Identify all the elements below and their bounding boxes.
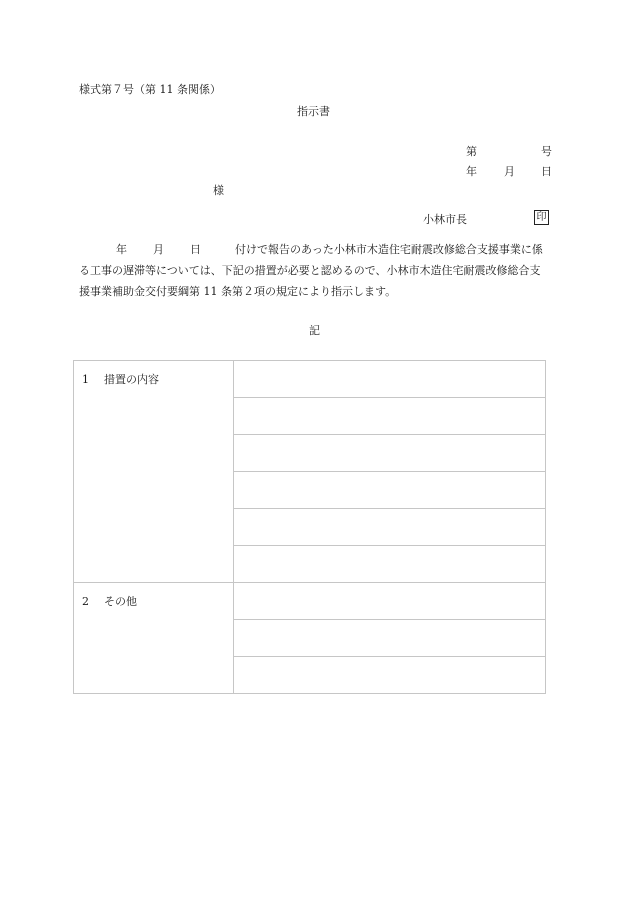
section-label-measures [74,361,234,583]
document-number-suffix: 号 [541,145,552,158]
issuer-name: 小林市長 [423,213,467,226]
entry-cell[interactable] [234,509,546,546]
body-year-label: 年 [116,243,127,256]
seal-stamp-icon: 印 [534,210,549,225]
body-month-label: 月 [153,243,164,256]
body-text: 付けで報告のあった小林市木造住宅耐震改修総合支援事業に係る工事の遅滞等については、下記の措置が必要と認めるので、小林市木造住宅耐震改修総合支援事業補助金交付要綱第 11 条第２項の規定により指示します。 [79,243,543,298]
ki-heading: 記 [309,324,320,337]
addressee-honorific: 様 [213,184,224,197]
instruction-body [79,239,549,302]
date-month-label: 月 [504,165,515,178]
entry-cell[interactable] [234,583,546,620]
section-label: 措置の内容 [104,373,159,386]
section-label: その他 [104,595,137,608]
section-label-other [74,583,234,694]
date-day-label: 日 [541,165,552,178]
table-row [74,583,546,620]
entry-cell[interactable] [234,435,546,472]
date-year-label: 年 [466,165,477,178]
entry-cell[interactable] [234,472,546,509]
document-number-prefix: 第 [466,145,477,158]
entry-cell[interactable] [234,546,546,583]
table-row [74,361,546,398]
form-number: 様式第７号（第 11 条関係） [79,83,221,96]
measures-table [73,360,546,694]
entry-cell[interactable] [234,620,546,657]
entry-cell[interactable] [234,361,546,398]
section-number: 2 [82,595,89,608]
entry-cell[interactable] [234,398,546,435]
document-title: 指示書 [297,105,330,118]
section-number: 1 [82,373,89,386]
entry-cell[interactable] [234,657,546,694]
body-day-label: 日 [190,243,201,256]
